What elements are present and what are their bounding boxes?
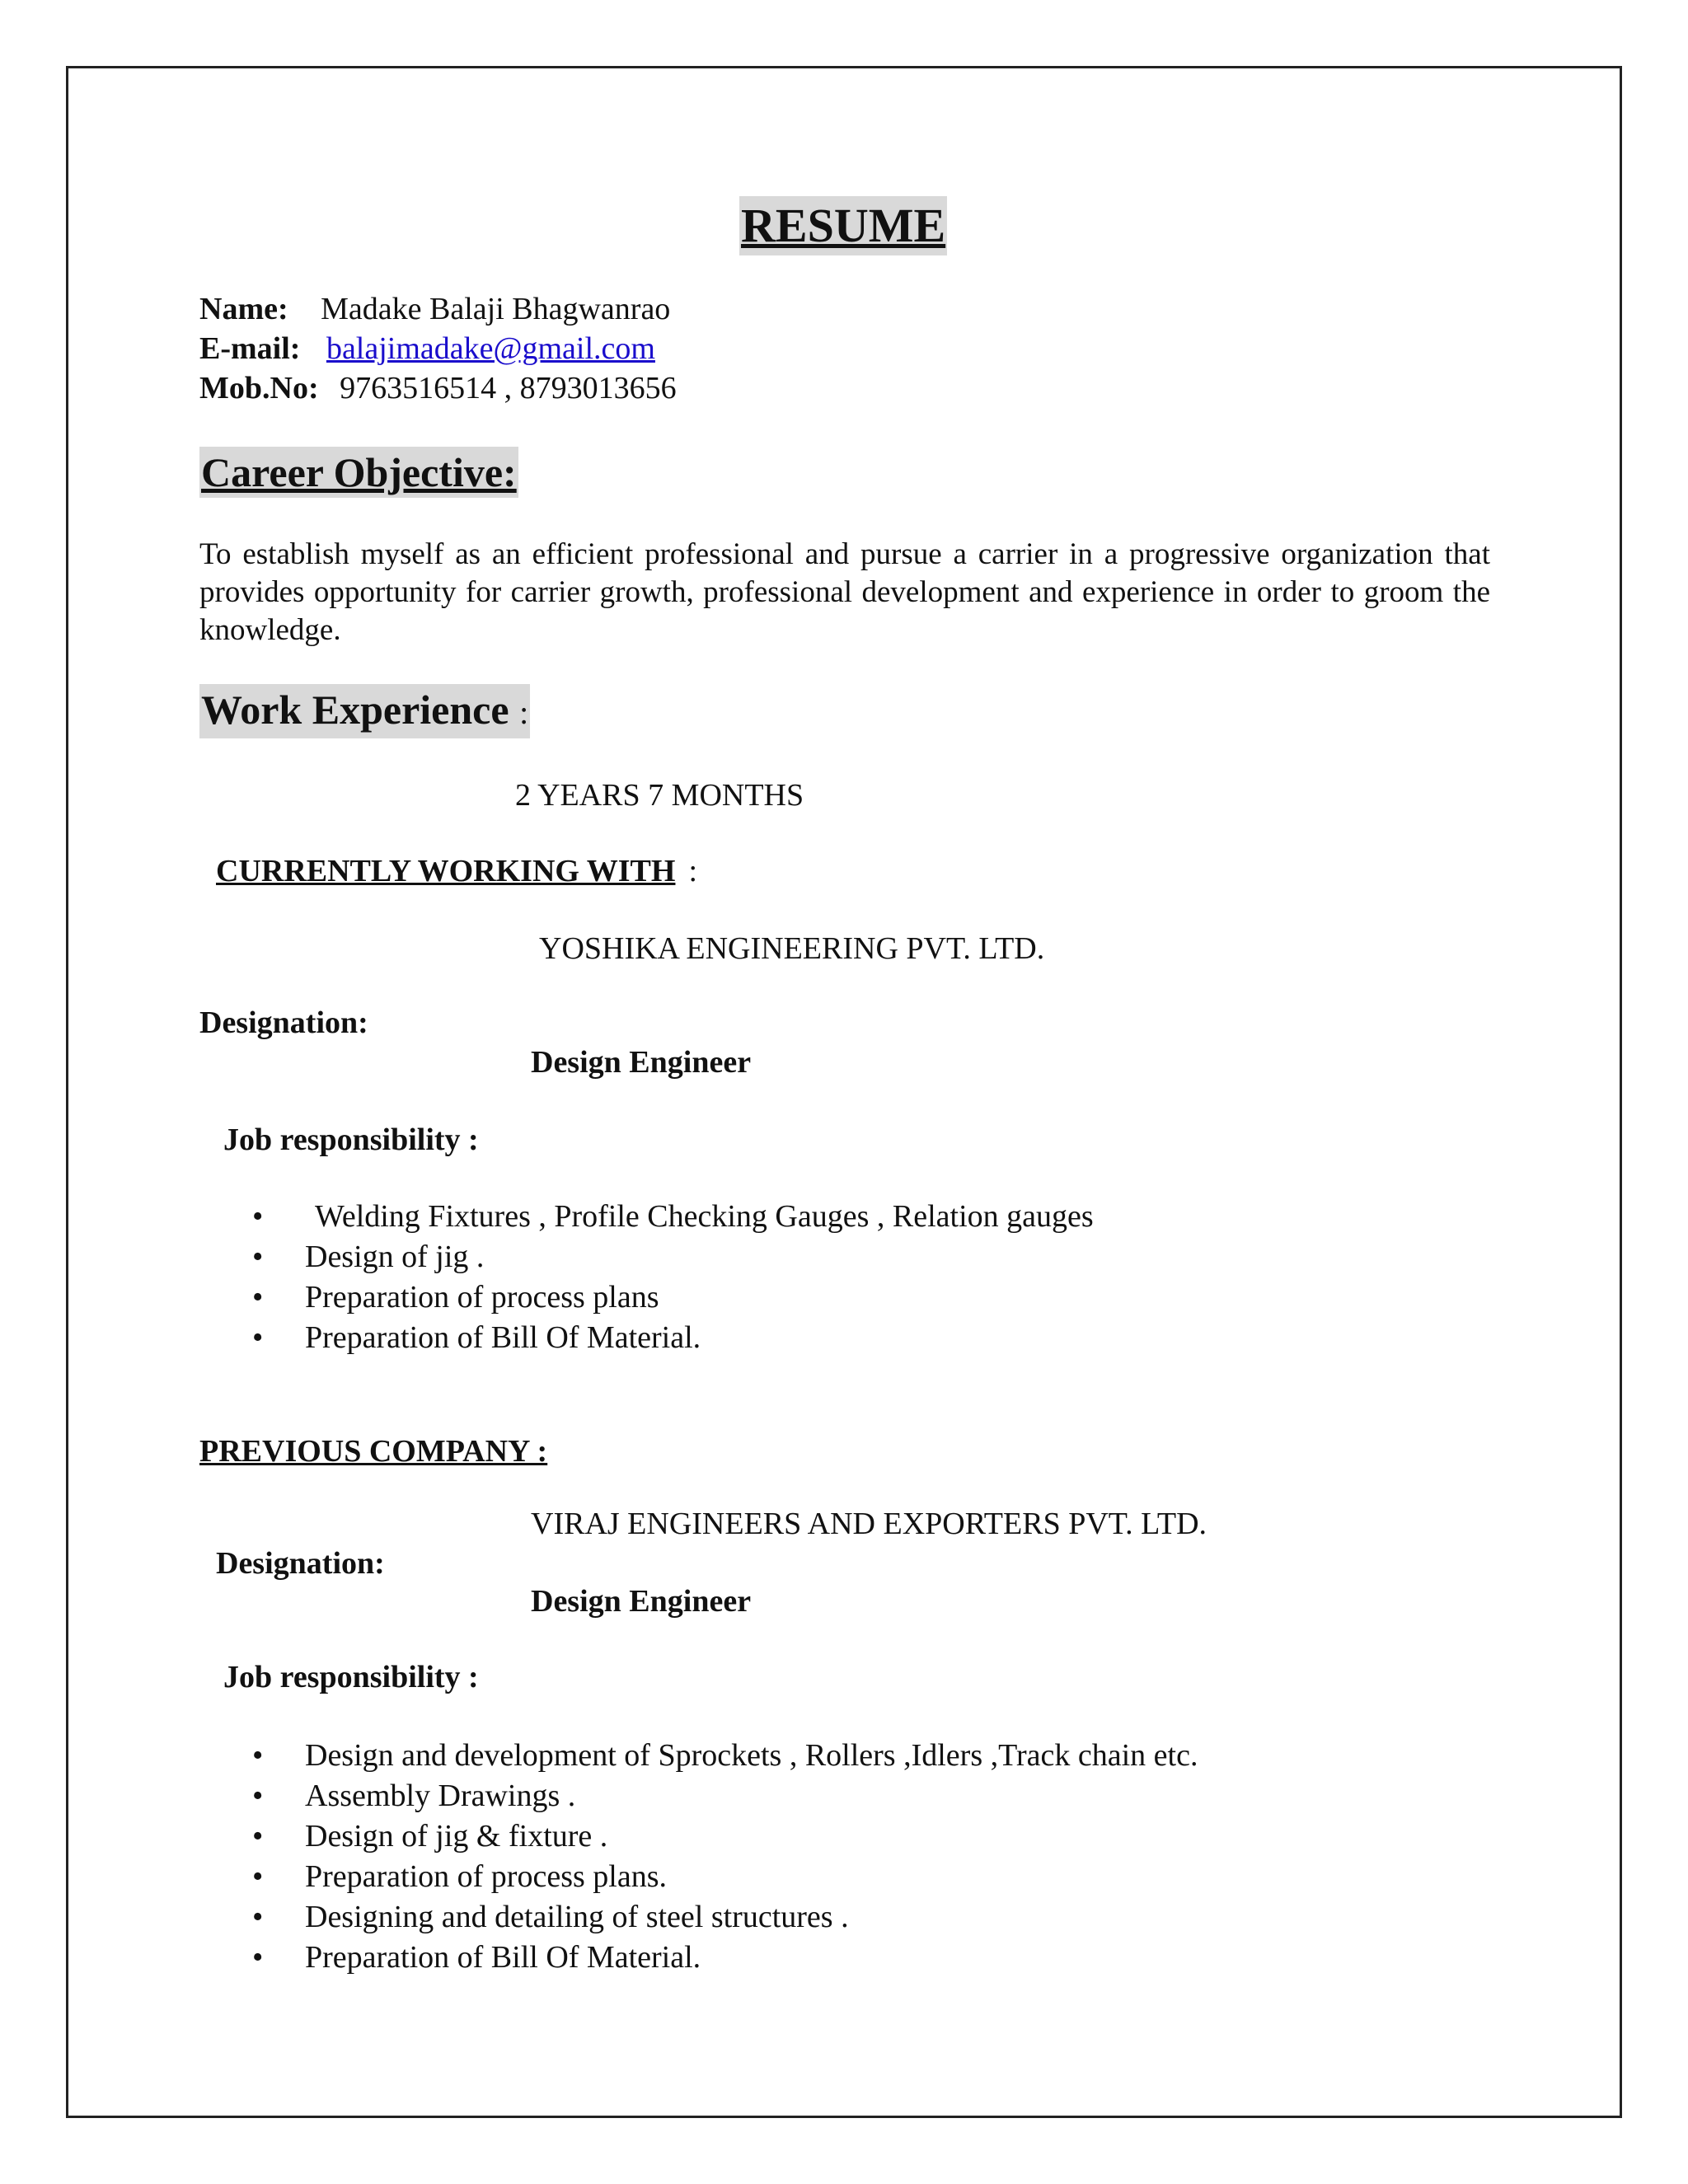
current-responsibilities-list: [247, 1197, 1094, 1358]
name-value: Madake Balaji Bhagwanrao: [321, 292, 671, 326]
list-item: • Design and development of Sprockets , Rollers ,Idlers ,Track chain etc.: [247, 1736, 1198, 1776]
list-item: • Preparation of process plans: [247, 1277, 1094, 1318]
previous-responsibilities-list: [247, 1736, 1198, 1978]
work-experience-heading-suffix: :: [519, 694, 529, 731]
previous-company-heading: PREVIOUS COMPANY :: [199, 1434, 548, 1469]
resume-title: RESUME: [739, 196, 947, 255]
previous-company-name: VIRAJ ENGINEERS AND EXPORTERS PVT. LTD.: [531, 1507, 1207, 1541]
mobile-value: 9763516514 , 8793013656: [340, 371, 677, 405]
email-line: [199, 330, 655, 368]
previous-job-responsibility-label: Job responsibility :: [223, 1660, 479, 1694]
previous-designation-label: Designation:: [216, 1546, 385, 1581]
list-item: • Preparation of Bill Of Material.: [247, 1938, 1198, 1978]
current-company-name: YOSHIKA ENGINEERING PVT. LTD.: [539, 931, 1045, 966]
list-item: • Design of jig & fixture .: [247, 1816, 1198, 1857]
mobile-line: [199, 369, 677, 407]
list-item: • Assembly Drawings .: [247, 1776, 1198, 1816]
name-line: [199, 290, 670, 328]
work-experience-heading-text: Work Experience: [201, 687, 509, 733]
previous-designation-value: Design Engineer: [531, 1584, 752, 1619]
career-objective-text: To establish myself as an efficient professional and pursue a carrier in a progressive organization that provides opportunity for carrier growth, professional development and experience in order to groom the knowledge.: [199, 537, 1490, 647]
name-label: Name:: [199, 292, 288, 326]
list-item: • Preparation of process plans.: [247, 1857, 1198, 1897]
list-item: • Design of jig .: [247, 1237, 1094, 1277]
email-link[interactable]: balajimadake@gmail.com: [326, 331, 655, 366]
list-item: • Preparation of Bill Of Material.: [247, 1318, 1094, 1358]
work-experience-heading: [199, 684, 530, 738]
list-item: • Designing and detailing of steel structures .: [247, 1897, 1198, 1938]
career-objective-heading: Career Objective:: [199, 447, 518, 498]
current-designation-label: Designation:: [199, 1005, 368, 1040]
experience-duration: 2 YEARS 7 MONTHS: [515, 778, 804, 813]
current-designation-value: Design Engineer: [531, 1045, 752, 1080]
current-job-responsibility-label: Job responsibility :: [223, 1122, 479, 1157]
current-company-heading-suffix: :: [688, 854, 698, 888]
current-company-heading: [216, 852, 697, 890]
current-company-heading-text: CURRENTLY WORKING WITH: [216, 854, 676, 888]
mobile-label: Mob.No:: [199, 371, 319, 405]
list-item: • Welding Fixtures , Profile Checking Gauges , Relation gauges: [247, 1197, 1094, 1237]
email-label: E-mail:: [199, 331, 301, 366]
